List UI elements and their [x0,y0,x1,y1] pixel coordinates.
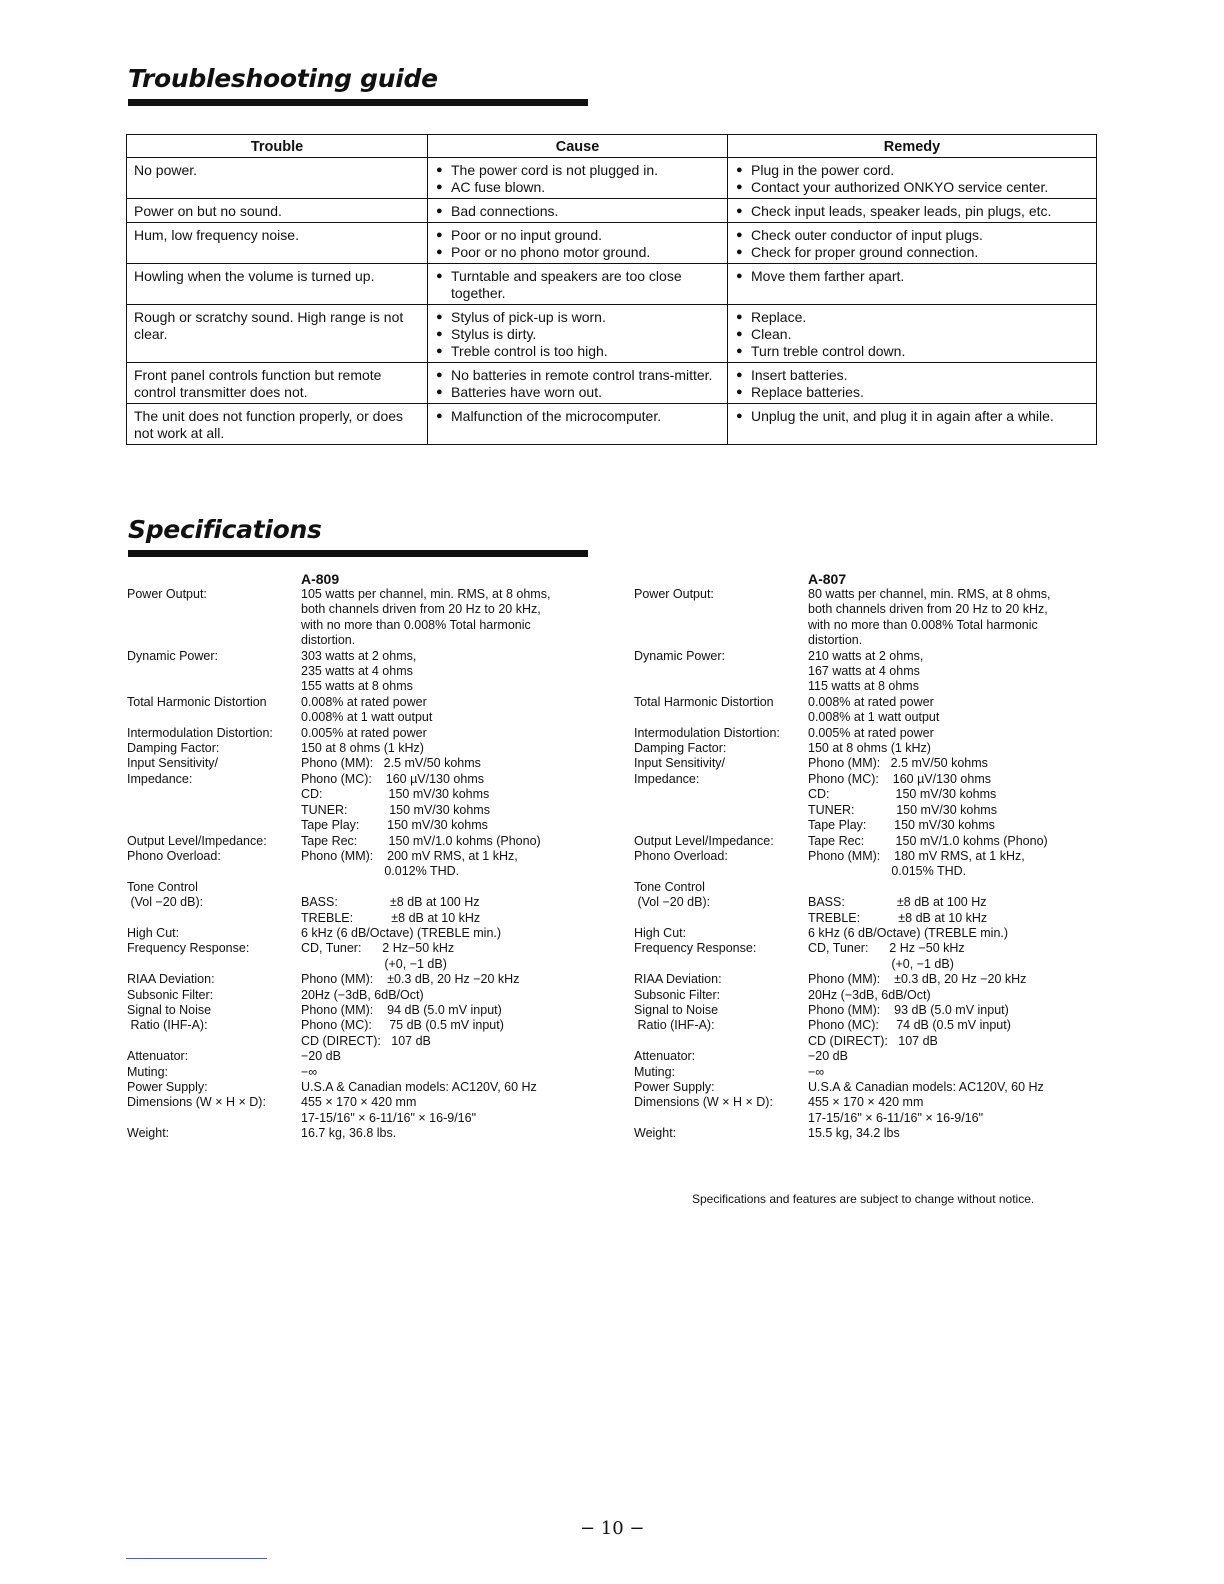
spec-label: Tone Control (Vol −20 dB): [127,879,204,910]
spec-label: Power Supply: [127,1080,208,1094]
spec-list-a809 [127,587,607,1142]
spec-row [127,649,607,695]
spec-value: 20Hz (−3dB, 6dB/Oct) [808,987,931,1002]
remedy-item: ● Check for proper ground connection. [735,244,1090,261]
spec-label: Subsonic Filter: [127,987,214,1002]
spec-value: 210 watts at 2 ohms, 167 watts at 4 ohms 115 watts at 8 ohms [808,648,924,694]
spec-label: Signal to Noise Ratio (IHF-A): [127,1002,212,1033]
spec-label: High Cut: [634,925,687,940]
cause-list [435,367,721,401]
table-row [127,404,1097,445]
spec-label: High Cut: [127,925,180,940]
spec-label: Muting: [634,1064,675,1079]
troubleshooting-title-underline [128,99,588,106]
spec-value: Phono (MM): 2.5 mV/50 kohms Phono (MC): 160 µV/130 ohms CD: 150 mV/30 kohms TUNER: 150 mV/30 kohms Tape Play: 150 mV/30 kohms [808,756,997,833]
spec-row [634,1080,1114,1095]
remedy-cell [728,264,1097,305]
spec-label: Power Output: [634,587,714,601]
spec-row [127,741,607,756]
spec-value: 6 kHz (6 dB/Octave) (TREBLE min.) [808,925,1009,940]
model-name-a807: A-807 [808,571,847,587]
spec-value: Phono (MM): 2.5 mV/50 kohms Phono (MC): 160 µV/130 ohms CD: 150 mV/30 kohms TUNER: 150 mV/30 kohms Tape Play: 150 mV/30 kohms [301,756,490,833]
spec-row [127,587,607,649]
cause-item: ● Poor or no input ground. [435,227,721,244]
remedy-list [735,227,1090,261]
spec-row [634,880,1114,926]
remedy-list [735,367,1090,401]
header-trouble: Trouble [127,135,428,158]
spec-value: Phono (MM): 93 dB (5.0 mV input) Phono (MC): 74 dB (0.5 mV input) CD (DIRECT): 107 dB [808,1002,1011,1048]
spec-value: 303 watts at 2 ohms, 235 watts at 4 ohms 155 watts at 8 ohms [301,648,417,694]
cause-cell [428,305,728,363]
spec-row [634,756,1114,833]
spec-row [127,988,607,1003]
remedy-cell [728,199,1097,223]
table-row [127,223,1097,264]
model-name-a809: A-809 [301,571,340,587]
remedy-list [735,203,1090,220]
spec-value: BASS: ±8 dB at 100 Hz TREBLE: ±8 dB at 10 kHz [301,895,481,925]
spec-value: 0.008% at rated power 0.008% at 1 watt output [808,694,940,725]
spec-label: Intermodulation Distortion: [634,725,780,740]
spec-row [127,972,607,987]
spec-row [127,1065,607,1080]
spec-label: Frequency Response: [127,941,250,956]
remedy-item: ● Plug in the power cord. [735,162,1090,179]
cause-cell [428,223,728,264]
remedy-item: ● Replace. [735,309,1090,326]
spec-label: Total Harmonic Distortion [127,694,267,709]
spec-row [127,1049,607,1064]
cause-item: ● Poor or no phono motor ground. [435,244,721,261]
spec-label: Intermodulation Distortion: [127,725,273,740]
troubleshooting-table-body [127,158,1097,445]
table-row [127,158,1097,199]
spec-label: Attenuator: [634,1049,696,1064]
cause-list [435,309,721,360]
spec-row [634,587,1114,649]
cause-list [435,227,721,261]
spec-list-a807 [634,587,1114,1142]
spec-value: 150 at 8 ohms (1 kHz) [808,741,931,756]
remedy-item: ● Clean. [735,326,1090,343]
spec-value: Phono (MM): ±0.3 dB, 20 Hz −20 kHz [301,972,520,987]
spec-label: Weight: [634,1126,677,1141]
spec-label: Damping Factor: [127,741,220,756]
spec-row [127,1095,607,1126]
remedy-item: ● Check outer conductor of input plugs. [735,227,1090,244]
spec-label: Signal to Noise Ratio (IHF-A): [634,1002,719,1033]
cause-cell [428,264,728,305]
spec-row [127,1126,607,1141]
trouble-cell: No power. [127,158,428,199]
specifications-title: Specifications [128,515,322,544]
remedy-list [735,268,1090,285]
spec-row [127,695,607,726]
spec-value: −∞ [808,1064,825,1079]
cause-item: ● Stylus of pick-up is worn. [435,309,721,326]
spec-value: 20Hz (−3dB, 6dB/Oct) [301,987,424,1002]
cause-item: ● Turntable and speakers are too close together. [435,268,721,302]
spec-label: Output Level/Impedance: [634,833,774,848]
spec-row [634,1065,1114,1080]
spec-value: 6 kHz (6 dB/Octave) (TREBLE min.) [301,925,502,940]
spec-row [127,726,607,741]
remedy-cell [728,363,1097,404]
cause-cell [428,158,728,199]
spec-value: CD, Tuner: 2 Hz −50 kHz (+0, −1 dB) [808,941,965,971]
cause-item: ● Stylus is dirty. [435,326,721,343]
table-row [127,305,1097,363]
spec-value: 0.008% at rated power 0.008% at 1 watt output [301,694,433,725]
cause-cell [428,404,728,445]
cause-item: ● Malfunction of the microcomputer. [435,408,721,425]
spec-row [634,695,1114,726]
spec-row [634,726,1114,741]
header-remedy: Remedy [728,135,1097,158]
table-row [127,363,1097,404]
spec-value: −20 dB [301,1049,341,1064]
change-notice: Specifications and features are subject to change without notice. [692,1192,1035,1206]
spec-label: Dynamic Power: [127,648,218,663]
spec-label: Attenuator: [127,1049,189,1064]
trouble-cell: Power on but no sound. [127,199,428,223]
remedy-item: ● Check input leads, speaker leads, pin plugs, etc. [735,203,1090,220]
trouble-cell: The unit does not function properly, or does not work at all. [127,404,428,445]
spec-label: Weight: [127,1126,170,1141]
spec-label: Dimensions (W × H × D): [634,1095,773,1110]
cause-list [435,268,721,302]
spec-row [634,741,1114,756]
spec-value: Phono (MM): 200 mV RMS, at 1 kHz, 0.012% THD. [301,848,518,879]
spec-value: 80 watts per channel, min. RMS, at 8 ohms, both channels driven from 20 Hz to 20 kHz, with no more than 0.008% Total harmonic distortion. [808,587,1051,648]
spec-value: CD, Tuner: 2 Hz−50 kHz (+0, −1 dB) [301,941,455,971]
remedy-item: ● Replace batteries. [735,384,1090,401]
bottom-rule [126,1558,267,1559]
spec-row [127,1003,607,1049]
spec-label: Power Supply: [634,1080,715,1094]
remedy-item: ● Unplug the unit, and plug it in again after a while. [735,408,1090,425]
table-header-row [127,135,1097,158]
spec-label: Muting: [127,1064,168,1079]
spec-value: 16.7 kg, 36.8 lbs. [301,1126,397,1141]
spec-row [634,1003,1114,1049]
spec-column-a807 [634,571,1114,1142]
spec-label: RIAA Deviation: [634,972,722,987]
spec-label: Phono Overload: [634,848,728,863]
spec-row [127,941,607,972]
spec-value: 0.005% at rated power [301,725,427,740]
spec-value: −∞ [301,1064,318,1079]
table-row [127,264,1097,305]
trouble-cell: Howling when the volume is turned up. [127,264,428,305]
spec-value: 455 × 170 × 420 mm 17-15/16" × 6-11/16" × 16-9/16" [301,1095,477,1125]
remedy-item: ● Turn treble control down. [735,343,1090,360]
spec-row [634,649,1114,695]
cause-item: ● No batteries in remote control trans-mitter. [435,367,721,384]
spec-label: Input Sensitivity/ Impedance: [127,756,219,786]
cause-cell [428,363,728,404]
remedy-cell [728,223,1097,264]
spec-row [634,834,1114,849]
spec-label: Dynamic Power: [634,648,725,663]
page-number: − 10 − [580,1518,645,1539]
spec-label: Tone Control (Vol −20 dB): [634,879,711,910]
trouble-cell: Hum, low frequency noise. [127,223,428,264]
remedy-list [735,309,1090,360]
remedy-list [735,162,1090,196]
cause-item: ● Treble control is too high. [435,343,721,360]
spec-label: Output Level/Impedance: [127,833,267,848]
cause-item: ● Bad connections. [435,203,721,220]
cause-list [435,203,721,220]
spec-label: Power Output: [127,587,207,601]
spec-value: 15.5 kg, 34.2 lbs [808,1126,900,1141]
spec-label: Frequency Response: [634,941,757,956]
remedy-cell [728,404,1097,445]
spec-label: Subsonic Filter: [634,987,721,1002]
cause-list [435,162,721,196]
spec-value: Phono (MM): ±0.3 dB, 20 Hz −20 kHz [808,972,1027,987]
spec-row [127,834,607,849]
spec-value: Phono (MM): 180 mV RMS, at 1 kHz, 0.015% THD. [808,848,1025,879]
cause-list [435,408,721,425]
troubleshooting-title: Troubleshooting guide [128,64,438,93]
spec-label: Input Sensitivity/ Impedance: [634,756,726,786]
spec-row [127,756,607,833]
trouble-cell: Rough or scratchy sound. High range is not clear. [127,305,428,363]
spec-value: 455 × 170 × 420 mm 17-15/16" × 6-11/16" × 16-9/16" [808,1095,984,1125]
cause-item: ● AC fuse blown. [435,179,721,196]
spec-value: 0.005% at rated power [808,725,934,740]
spec-row [634,941,1114,972]
spec-label: Total Harmonic Distortion [634,694,774,709]
spec-label: RIAA Deviation: [127,972,215,987]
spec-value: BASS: ±8 dB at 100 Hz TREBLE: ±8 dB at 10 kHz [808,895,988,925]
spec-value: 150 at 8 ohms (1 kHz) [301,741,424,756]
spec-label: Damping Factor: [634,741,727,756]
spec-row [127,926,607,941]
troubleshooting-table [126,134,1097,445]
cause-cell [428,199,728,223]
specifications-title-underline [128,550,588,557]
spec-label: Dimensions (W × H × D): [127,1095,266,1110]
spec-row [634,1095,1114,1126]
remedy-item: ● Move them farther apart. [735,268,1090,285]
spec-value: U.S.A & Canadian models: AC120V, 60 Hz [301,1080,537,1094]
spec-row [634,972,1114,987]
remedy-list [735,408,1090,425]
spec-row [127,880,607,926]
spec-row [634,988,1114,1003]
table-row [127,199,1097,223]
spec-value: 105 watts per channel, min. RMS, at 8 ohms, both channels driven from 20 Hz to 20 kHz, with no more than 0.008% Total harmonic distortion. [301,587,551,648]
spec-value: −20 dB [808,1049,848,1064]
spec-row [127,849,607,880]
spec-row [634,849,1114,880]
spec-value: Phono (MM): 94 dB (5.0 mV input) Phono (MC): 75 dB (0.5 mV input) CD (DIRECT): 107 dB [301,1002,504,1048]
spec-value: Tape Rec: 150 mV/1.0 kohms (Phono) [808,833,1048,848]
spec-label: Phono Overload: [127,848,221,863]
remedy-item: ● Insert batteries. [735,367,1090,384]
spec-row [634,1049,1114,1064]
spec-row [634,926,1114,941]
remedy-cell [728,305,1097,363]
spec-row [127,1080,607,1095]
trouble-cell: Front panel controls function but remote control transmitter does not. [127,363,428,404]
header-cause: Cause [428,135,728,158]
remedy-cell [728,158,1097,199]
remedy-item: ● Contact your authorized ONKYO service center. [735,179,1090,196]
spec-column-a809 [127,571,607,1142]
spec-value: Tape Rec: 150 mV/1.0 kohms (Phono) [301,833,541,848]
spec-row [634,1126,1114,1141]
cause-item: ● Batteries have worn out. [435,384,721,401]
spec-value: U.S.A & Canadian models: AC120V, 60 Hz [808,1080,1044,1094]
cause-item: ● The power cord is not plugged in. [435,162,721,179]
